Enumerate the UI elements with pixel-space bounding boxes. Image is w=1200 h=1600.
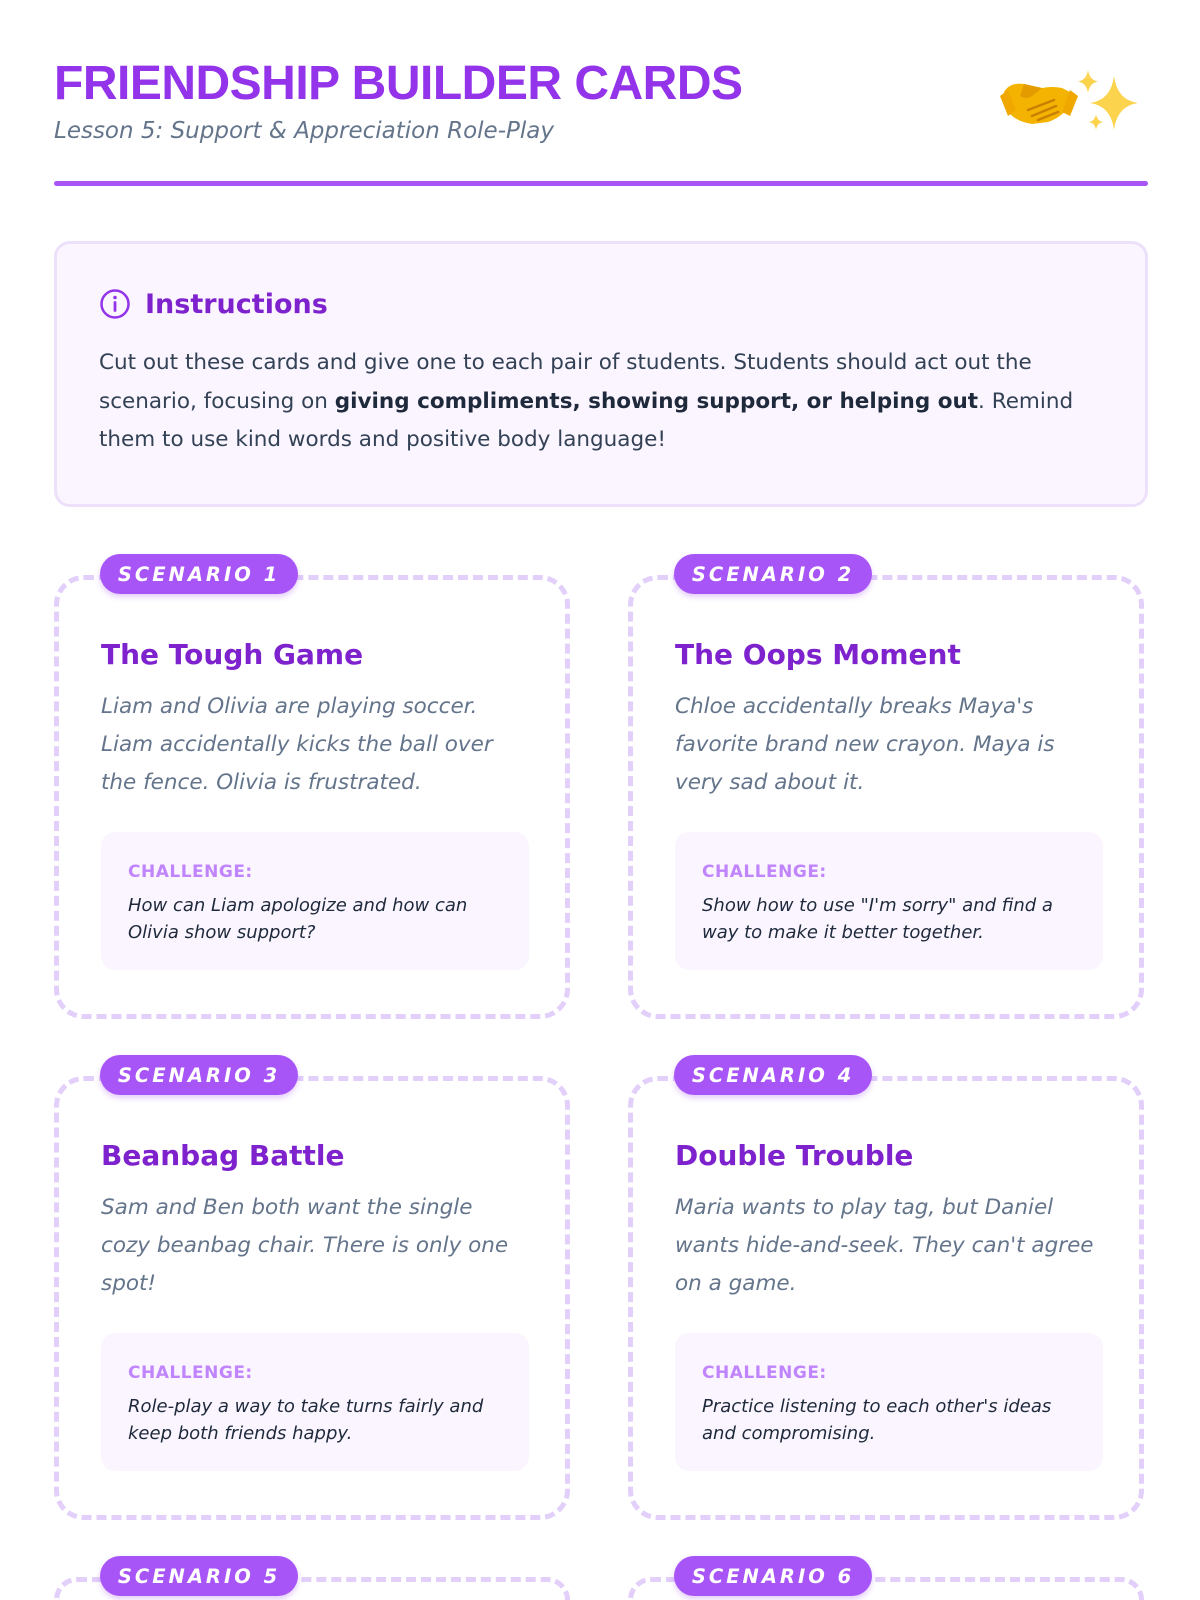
challenge-text: Practice listening to each other's ideas and compromising. [702, 1396, 1052, 1444]
challenge-text: Role-play a way to take turns fairly and keep both friends happy. [128, 1396, 484, 1444]
page-header [54, 56, 1148, 186]
challenge-label: CHALLENGE: [702, 862, 827, 882]
scenario-card [54, 1076, 570, 1520]
challenge-box [675, 1333, 1103, 1471]
header-divider [54, 181, 1148, 186]
instructions-text: Cut out these cards and give one to each pair of students. Students should act out the scenario, focusing on giving compliments, showing support, or helping out. Remind them to use kind words and positive body language! [99, 350, 1074, 452]
challenge-box [101, 832, 529, 970]
card-description: Sam and Ben both want the single cozy beanbag chair. There is only one spot! [101, 1195, 509, 1296]
handshake-sparkles-art [998, 66, 1148, 136]
challenge-text: Show how to use "I'm sorry" and find a way to make it better together. [702, 895, 1053, 943]
card-title: The Tough Game [101, 638, 364, 671]
card-title: Beanbag Battle [101, 1139, 345, 1172]
scenario-card [54, 575, 570, 1019]
challenge-box [101, 1333, 529, 1471]
scenario-card [628, 1076, 1144, 1520]
info-icon [99, 288, 131, 320]
handshake-icon [1000, 84, 1078, 124]
scenario-badge: SCENARIO 6 [674, 1556, 872, 1596]
challenge-label: CHALLENGE: [128, 862, 253, 882]
card-description: Chloe accidentally breaks Maya's favorite brand new crayon. Maya is very sad about it. [675, 694, 1055, 795]
page-title: FRIENDSHIP BUILDER CARDS [54, 57, 743, 110]
instructions-emphasis: giving compliments, showing support, or helping out [334, 388, 979, 414]
challenge-box [675, 832, 1103, 970]
challenge-text: How can Liam apologize and how can Olivia show support? [128, 895, 468, 943]
instructions-title: Instructions [145, 288, 328, 320]
card-description: Maria wants to play tag, but Daniel wants hide-and-seek. They can't agree on a game. [675, 1195, 1094, 1296]
scenario-badge: SCENARIO 3 [100, 1055, 298, 1095]
instructions-panel [54, 241, 1148, 507]
challenge-label: CHALLENGE: [128, 1363, 253, 1383]
scenario-badge: SCENARIO 1 [100, 554, 298, 594]
card-description: Liam and Olivia are playing soccer. Liam accidentally kicks the ball over the fence. Olivia is frustrated. [101, 694, 493, 795]
scenario-badge: SCENARIO 4 [674, 1055, 872, 1095]
page-subtitle: Lesson 5: Support & Appreciation Role-Play [54, 118, 554, 144]
sparkles-icon [1078, 70, 1138, 130]
card-title: Double Trouble [675, 1139, 914, 1172]
scenario-badge: SCENARIO 2 [674, 554, 872, 594]
scenario-badge: SCENARIO 5 [100, 1556, 298, 1596]
instructions-header [99, 284, 1105, 324]
scenario-card [628, 575, 1144, 1019]
challenge-label: CHALLENGE: [702, 1363, 827, 1383]
card-title: The Oops Moment [675, 638, 961, 671]
